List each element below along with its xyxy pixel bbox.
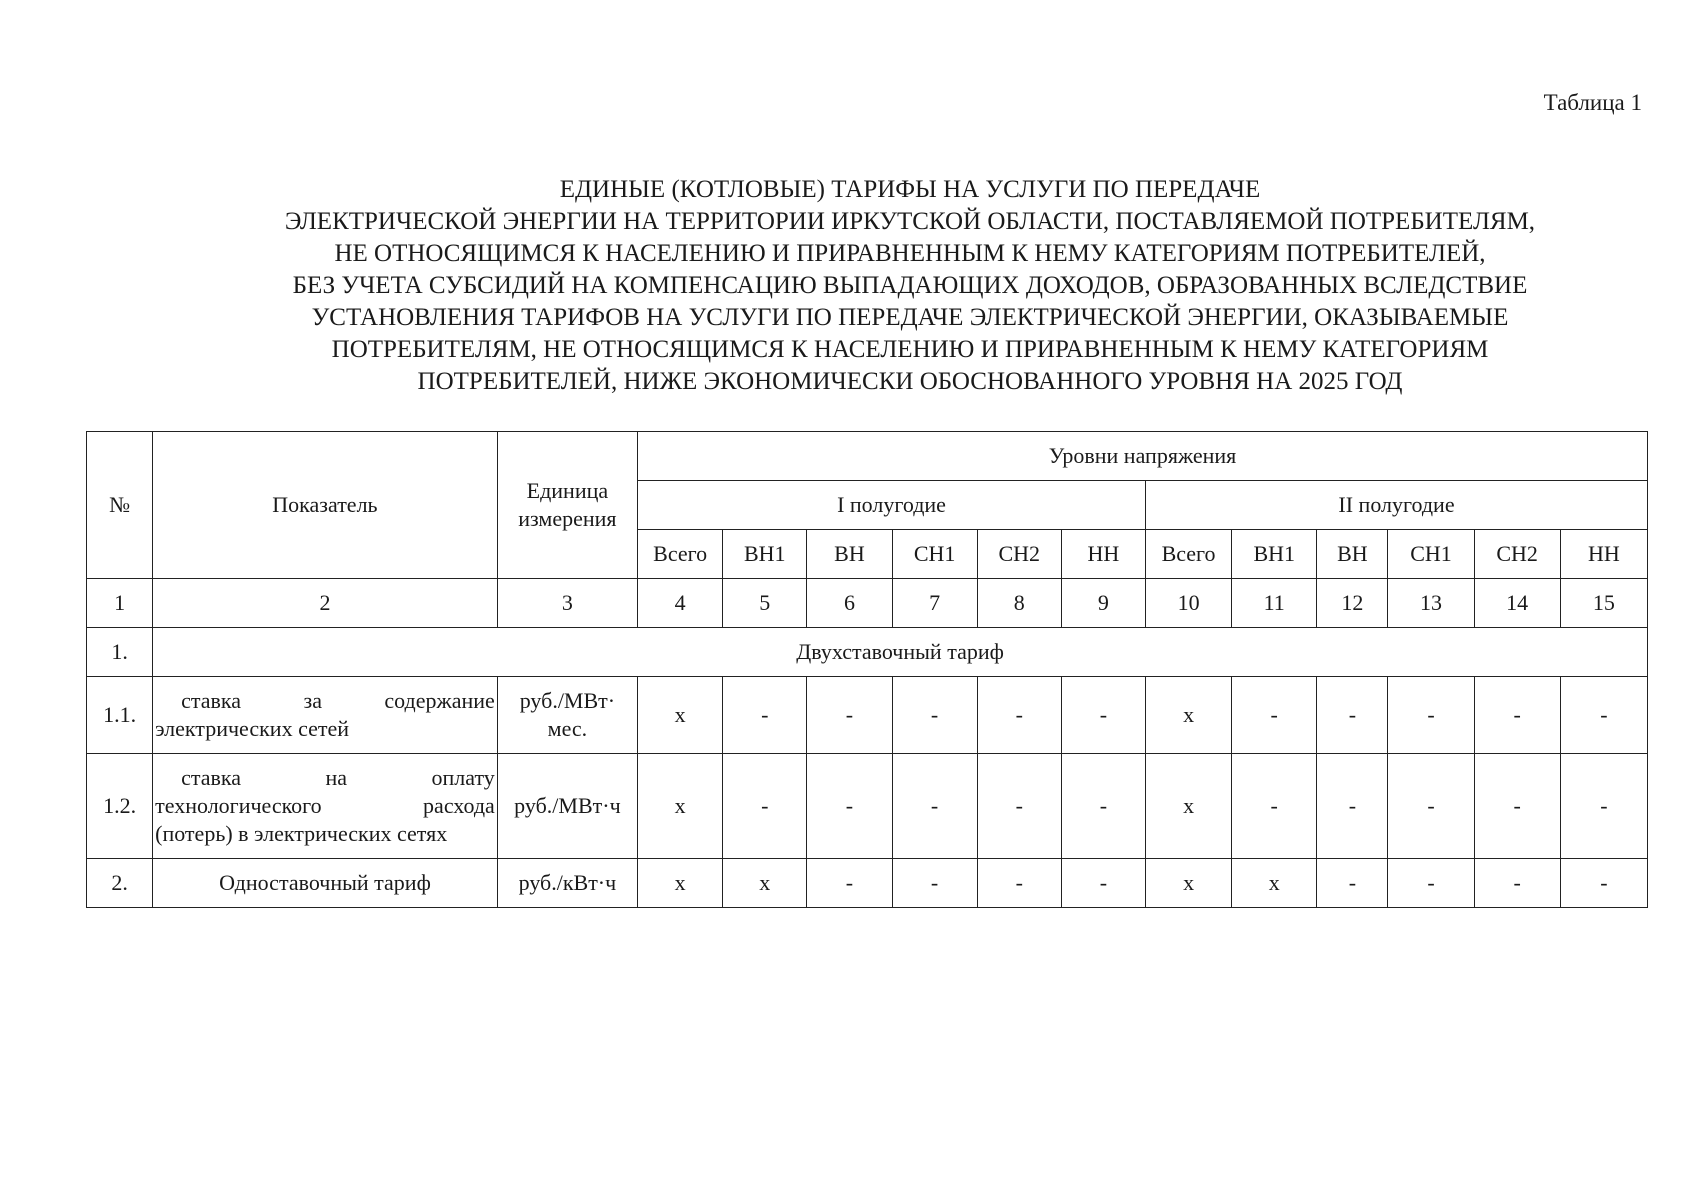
header-half-2: II полугодие: [1145, 481, 1647, 530]
column-number-row: [87, 579, 1648, 628]
value-cell: -: [1317, 677, 1388, 754]
header-level: Всего: [638, 530, 723, 579]
header-row: [87, 432, 1648, 481]
value-cell: х: [1145, 859, 1231, 908]
header-voltage-levels: Уровни напряжения: [638, 432, 1648, 481]
title-line: ПОТРЕБИТЕЛЕЙ, НИЖЕ ЭКОНОМИЧЕСКИ ОБОСНОВАННОГО УРОВНЯ НА 2025 ГОД: [417, 368, 1403, 395]
value-cell: -: [807, 859, 892, 908]
title-line: ПОТРЕБИТЕЛЯМ, НЕ ОТНОСЯЩИМСЯ К НАСЕЛЕНИЮ И ПРИРАВНЕННЫМ К НЕМУ КАТЕГОРИЯМ: [331, 336, 1489, 363]
value-cell: -: [1232, 677, 1317, 754]
value-cell: -: [1317, 754, 1388, 859]
header-no: №: [87, 432, 153, 579]
column-number: 9: [1061, 579, 1145, 628]
row-label: Одноставочный тариф: [153, 859, 498, 908]
row-label-line: электрических сетей: [155, 716, 350, 741]
value-cell: -: [1560, 859, 1647, 908]
row-unit-line: мес.: [547, 716, 588, 741]
value-cell: -: [1061, 677, 1145, 754]
row-label-line: [155, 764, 495, 792]
column-number: 4: [638, 579, 723, 628]
document-title: [150, 174, 1670, 398]
value-cell: -: [1388, 677, 1474, 754]
value-cell: -: [807, 677, 892, 754]
column-number: 3: [497, 579, 637, 628]
value-cell: х: [723, 859, 807, 908]
value-cell: -: [1474, 677, 1560, 754]
value-cell: -: [1388, 859, 1474, 908]
row-label-text: ставка на оплату: [181, 765, 495, 790]
row-no: 2.: [87, 859, 153, 908]
row-label: [153, 754, 498, 859]
value-cell: -: [977, 677, 1061, 754]
row-label-line: [155, 687, 495, 715]
column-number: 15: [1560, 579, 1647, 628]
header-unit-line: измерения: [518, 506, 617, 531]
value-cell: х: [1232, 859, 1317, 908]
row-no: 1.2.: [87, 754, 153, 859]
title-line: ЕДИНЫЕ (КОТЛОВЫЕ) ТАРИФЫ НА УСЛУГИ ПО ПЕРЕДАЧЕ: [559, 176, 1261, 203]
value-cell: х: [638, 754, 723, 859]
row-no: 1.1.: [87, 677, 153, 754]
tariff-table: [86, 431, 1648, 908]
row-unit: [497, 677, 637, 754]
value-cell: -: [892, 677, 977, 754]
title-line: БЕЗ УЧЕТА СУБСИДИЙ НА КОМПЕНСАЦИЮ ВЫПАДАЮЩИХ ДОХОДОВ, ОБРАЗОВАННЫХ ВСЛЕДСТВИЕ: [292, 272, 1528, 299]
column-number: 5: [723, 579, 807, 628]
column-number: 2: [153, 579, 498, 628]
row-unit-line: руб./МВт·: [519, 688, 616, 713]
value-cell: х: [1145, 677, 1231, 754]
header-indicator: Показатель: [153, 432, 498, 579]
column-number: 10: [1145, 579, 1231, 628]
header-level: НН: [1560, 530, 1647, 579]
header-level: ВН1: [1232, 530, 1317, 579]
column-number: 11: [1232, 579, 1317, 628]
header-level: ВН: [1317, 530, 1388, 579]
column-number: 7: [892, 579, 977, 628]
value-cell: -: [723, 754, 807, 859]
header-level: СН1: [892, 530, 977, 579]
value-cell: -: [892, 754, 977, 859]
value-cell: х: [1145, 754, 1231, 859]
header-level: ВН: [807, 530, 892, 579]
section-row: [87, 628, 1648, 677]
header-level: ВН1: [723, 530, 807, 579]
value-cell: -: [1474, 754, 1560, 859]
value-cell: -: [1232, 754, 1317, 859]
value-cell: -: [1388, 754, 1474, 859]
table-number: Таблица 1: [1543, 90, 1642, 115]
header-unit: [497, 432, 637, 579]
value-cell: -: [892, 859, 977, 908]
row-label-text: ставка за содержание: [181, 688, 495, 713]
column-number: 13: [1388, 579, 1474, 628]
value-cell: -: [807, 754, 892, 859]
value-cell: -: [977, 859, 1061, 908]
value-cell: -: [1560, 754, 1647, 859]
row-label: [153, 677, 498, 754]
value-cell: -: [723, 677, 807, 754]
header-level: Всего: [1145, 530, 1231, 579]
column-number: 1: [87, 579, 153, 628]
value-cell: -: [1061, 859, 1145, 908]
value-cell: -: [1560, 677, 1647, 754]
title-line: НЕ ОТНОСЯЩИМСЯ К НАСЕЛЕНИЮ И ПРИРАВНЕННЫМ К НЕМУ КАТЕГОРИЯМ ПОТРЕБИТЕЛЕЙ,: [334, 240, 1486, 267]
header-half-1: I полугодие: [638, 481, 1146, 530]
column-number: 6: [807, 579, 892, 628]
column-number: 8: [977, 579, 1061, 628]
value-cell: х: [638, 677, 723, 754]
value-cell: -: [1474, 859, 1560, 908]
value-cell: -: [1061, 754, 1145, 859]
header-level: СН2: [1474, 530, 1560, 579]
table-row: [87, 754, 1648, 859]
value-cell: х: [638, 859, 723, 908]
title-line: ЭЛЕКТРИЧЕСКОЙ ЭНЕРГИИ НА ТЕРРИТОРИИ ИРКУТСКОЙ ОБЛАСТИ, ПОСТАВЛЯЕМОЙ ПОТРЕБИТЕЛЯМ,: [284, 208, 1536, 235]
section-no: 1.: [87, 628, 153, 677]
header-unit-line: Единица: [526, 478, 609, 503]
header-level: СН2: [977, 530, 1061, 579]
column-number: 14: [1474, 579, 1560, 628]
header-level: СН1: [1388, 530, 1474, 579]
row-label-line: (потерь) в электрических сетях: [155, 821, 448, 846]
value-cell: -: [977, 754, 1061, 859]
row-label-line: технологического расхода: [155, 793, 495, 818]
row-unit: руб./МВт·ч: [497, 754, 637, 859]
header-level: НН: [1061, 530, 1145, 579]
title-line: УСТАНОВЛЕНИЯ ТАРИФОВ НА УСЛУГИ ПО ПЕРЕДАЧЕ ЭЛЕКТРИЧЕСКОЙ ЭНЕРГИИ, ОКАЗЫВАЕМЫЕ: [311, 304, 1509, 331]
table-row: [87, 859, 1648, 908]
value-cell: -: [1317, 859, 1388, 908]
column-number: 12: [1317, 579, 1388, 628]
table-row: [87, 677, 1648, 754]
row-unit: руб./кВт·ч: [497, 859, 637, 908]
section-label: Двухставочный тариф: [153, 628, 1648, 677]
